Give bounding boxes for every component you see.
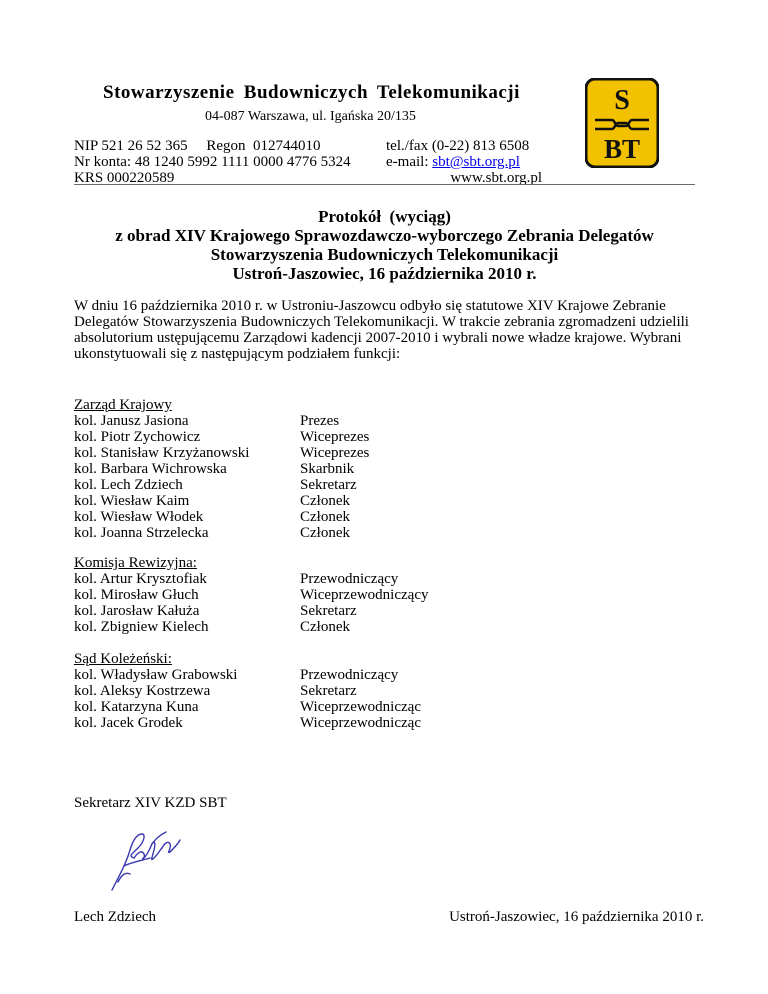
member-row [74, 429, 494, 445]
section-komisja-rewizyjna [74, 555, 494, 635]
section-heading: Zarząd Krajowy [74, 397, 172, 413]
email-row [386, 154, 546, 170]
bank-account: Nr konta: 48 1240 5992 1111 0000 4776 5324 [74, 154, 351, 170]
member-name: kol. Jacek Grodek [74, 715, 183, 731]
logo-letters-bt: BT [603, 134, 641, 164]
section-heading: Sąd Koleżeński: [74, 651, 172, 667]
member-name: kol. Władysław Grabowski [74, 667, 238, 683]
registration-info [74, 138, 374, 186]
website[interactable]: www.sbt.org.pl [450, 170, 542, 186]
title-line-4: Ustroń-Jaszowiec, 16 października 2010 r. [232, 264, 537, 283]
member-role: Sekretarz [300, 477, 357, 493]
member-name: kol. Jarosław Kałuża [74, 603, 200, 619]
member-role: Wiceprzewodniczący [300, 587, 429, 603]
member-role: Wiceprzewodnicząc [300, 699, 421, 715]
member-role: Przewodniczący [300, 667, 399, 683]
header-divider [74, 184, 695, 185]
member-row [74, 461, 494, 477]
member-name: kol. Barbara Wichrowska [74, 461, 227, 477]
member-row [74, 413, 494, 429]
member-role: Sekretarz [300, 603, 357, 619]
member-name: kol. Zbigniew Kielech [74, 619, 209, 635]
member-row [74, 619, 494, 635]
document-title [74, 207, 695, 283]
member-name: kol. Wiesław Włodek [74, 509, 204, 525]
member-row [74, 445, 494, 461]
section-sad-kolezenski [74, 651, 494, 731]
signatory-name: Lech Zdziech [74, 909, 157, 925]
member-row [74, 683, 494, 699]
email-link[interactable]: sbt@sbt.org.pl [432, 154, 520, 170]
title-line-1: Protokół (wyciąg) [318, 207, 451, 226]
signature-label: Sekretarz XIV KZD SBT [74, 795, 227, 811]
handwritten-signature [104, 828, 194, 896]
member-name: kol. Mirosław Głuch [74, 587, 199, 603]
member-row [74, 477, 494, 493]
section-heading: Komisja Rewizyjna: [74, 555, 197, 571]
place-and-date: Ustroń-Jaszowiec, 16 października 2010 r. [449, 909, 704, 925]
member-role: Sekretarz [300, 683, 357, 699]
member-row [74, 699, 494, 715]
title-line-3: Stowarzyszenia Budowniczych Telekomunikacji [210, 245, 559, 264]
member-role: Członek [300, 525, 350, 541]
title-line-2: z obrad XIV Krajowego Sprawozdawczo-wyborczego Zebrania Delegatów [115, 226, 654, 245]
member-row [74, 587, 494, 603]
member-name: kol. Wiesław Kaim [74, 493, 190, 509]
member-name: kol. Katarzyna Kuna [74, 699, 199, 715]
section-zarzad-krajowy [74, 397, 494, 541]
member-role: Prezes [300, 413, 340, 429]
member-row [74, 525, 494, 541]
member-row [74, 667, 494, 683]
member-row [74, 493, 494, 509]
member-role: Członek [300, 509, 350, 525]
krs-number: KRS 000220589 [74, 170, 175, 186]
member-row [74, 715, 494, 731]
member-name: kol. Aleksy Kostrzewa [74, 683, 211, 699]
logo-letter-s: S [614, 85, 630, 116]
member-row [74, 509, 494, 525]
phone-fax: tel./fax (0-22) 813 6508 [386, 138, 530, 154]
member-name: kol. Piotr Zychowicz [74, 429, 201, 445]
nip-regon: NIP 521 26 52 365 Regon 012744010 [74, 138, 321, 154]
member-role: Członek [300, 493, 350, 509]
email-label: e-mail: [386, 154, 433, 170]
sbt-logo [585, 78, 659, 168]
member-role: Wiceprezes [300, 429, 370, 445]
member-name: kol. Stanisław Krzyżanowski [74, 445, 250, 461]
contact-info [386, 138, 546, 186]
member-role: Wiceprezes [300, 445, 370, 461]
member-row [74, 603, 494, 619]
member-name: kol. Artur Krysztofiak [74, 571, 207, 587]
organization-name: Stowarzyszenie Budowniczych Telekomunikacji [103, 82, 520, 103]
member-role: Skarbnik [300, 461, 355, 477]
intro-paragraph: W dniu 16 października 2010 r. w Ustroniu-Jaszowcu odbyło się statutowe XIV Krajowe Zebranie Delegatów Stowarzyszenia Budowniczych Telekomunikacji. W trakcie zebrania zgromadzeni udzielili absolutorium ustępującemu Zarządowi kadencji 2007-2010 i wybrali nowe władze krajowe. Wybrani ukonstytuowali się z następującym podziałem funkcji: [74, 298, 689, 362]
member-role: Przewodniczący [300, 571, 399, 587]
member-name: kol. Janusz Jasiona [74, 413, 189, 429]
organization-address: 04-087 Warszawa, ul. Igańska 20/135 [205, 109, 416, 124]
member-name: kol. Lech Zdziech [74, 477, 183, 493]
member-row [74, 571, 494, 587]
member-role: Członek [300, 619, 350, 635]
member-name: kol. Joanna Strzelecka [74, 525, 209, 541]
member-role: Wiceprzewodnicząc [300, 715, 421, 731]
